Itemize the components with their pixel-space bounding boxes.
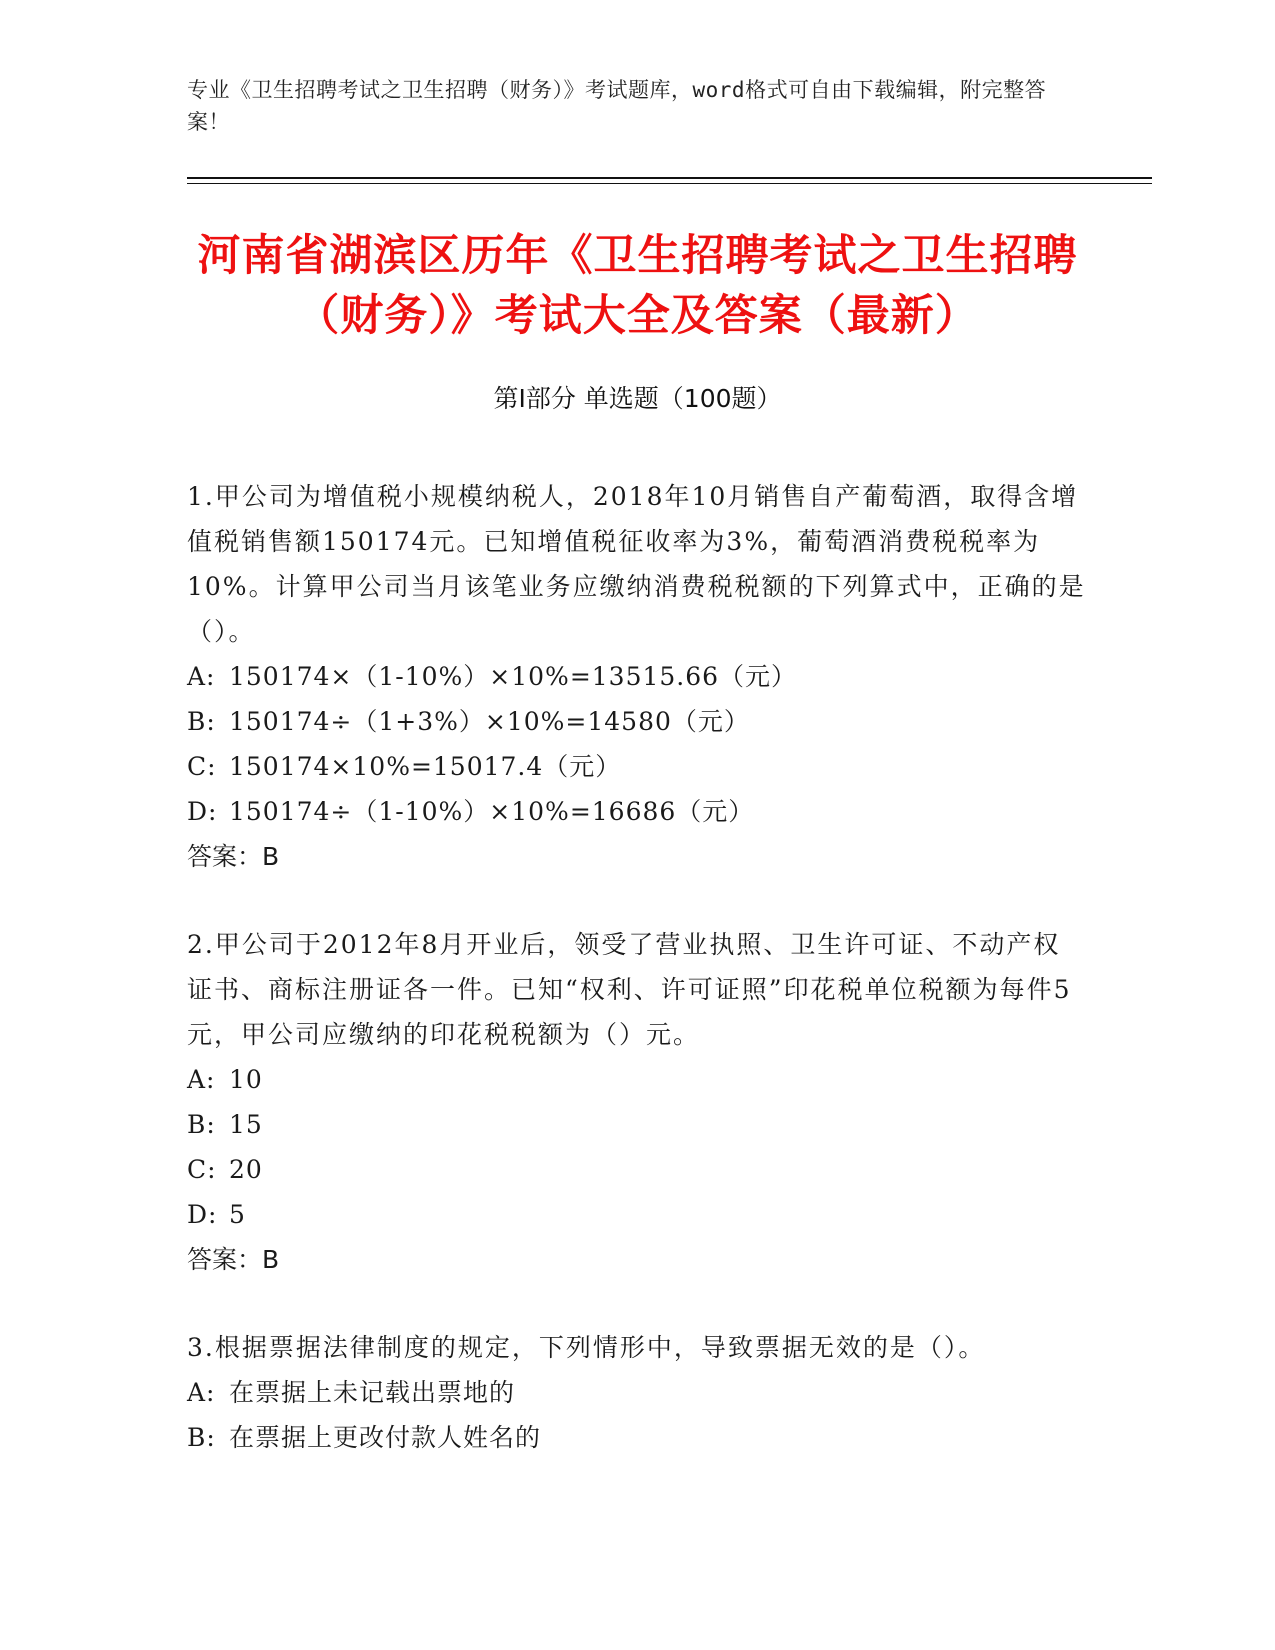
option-text: 5 bbox=[229, 1200, 246, 1229]
option-c bbox=[187, 744, 1087, 789]
question-block bbox=[187, 474, 1087, 879]
option-d bbox=[187, 789, 1087, 834]
option-key: B: bbox=[187, 1110, 216, 1139]
option-key: A: bbox=[187, 662, 216, 691]
option-a bbox=[187, 1370, 1087, 1415]
option-key: A: bbox=[187, 1065, 216, 1094]
option-a bbox=[187, 654, 1087, 699]
question-block bbox=[187, 1325, 1087, 1460]
option-key: C: bbox=[187, 752, 217, 781]
section-heading: 第Ⅰ部分 单选题（100题） bbox=[493, 384, 782, 413]
document-title: 河南省湖滨区历年《卫生招聘考试之卫生招聘（财务）》考试大全及答案（最新） bbox=[197, 231, 1078, 341]
option-key: A: bbox=[187, 1378, 216, 1407]
spacer bbox=[187, 1282, 1087, 1325]
answer-line: 答案：B bbox=[187, 1245, 280, 1274]
option-d bbox=[187, 1192, 1087, 1237]
header-note: 专业《卫生招聘考试之卫生招聘（财务）》考试题库，word格式可自由下载编辑，附完整答案！ bbox=[187, 78, 1047, 134]
option-text: 150174×10%=15017.4（元） bbox=[229, 752, 622, 781]
option-key: D: bbox=[187, 1200, 218, 1229]
question-stem: 3.根据票据法律制度的规定，下列情形中，导致票据无效的是（）。 bbox=[187, 1333, 986, 1362]
option-text: 150174×（1-10%）×10%=13515.66（元） bbox=[229, 662, 798, 691]
option-key: B: bbox=[187, 1423, 216, 1452]
option-key: D: bbox=[187, 797, 218, 826]
option-b bbox=[187, 1102, 1087, 1147]
question-block bbox=[187, 922, 1087, 1282]
option-b bbox=[187, 699, 1087, 744]
option-c bbox=[187, 1147, 1087, 1192]
answer-line: 答案：B bbox=[187, 842, 280, 871]
option-text: 15 bbox=[229, 1110, 263, 1139]
option-b bbox=[187, 1415, 1087, 1460]
option-text: 150174÷（1+3%）×10%=14580（元） bbox=[229, 707, 750, 736]
option-text: 10 bbox=[229, 1065, 263, 1094]
question-list bbox=[187, 474, 1087, 1460]
option-key: B: bbox=[187, 707, 216, 736]
spacer bbox=[187, 879, 1087, 922]
option-text: 150174÷（1-10%）×10%=16686（元） bbox=[229, 797, 755, 826]
question-stem: 2.甲公司于2012年8月开业后，领受了营业执照、卫生许可证、不动产权证书、商标注册证各一件。已知“权利、许可证照”印花税单位税额为每件5元，甲公司应缴纳的印花税税额为（）元。 bbox=[187, 930, 1072, 1049]
question-stem: 1.甲公司为增值税小规模纳税人，2018年10月销售自产葡萄酒，取得含增值税销售额150174元。已知增值税征收率为3%，葡萄酒消费税税率为10%。计算甲公司当月该笔业务应缴纳消费税税额的下列算式中，正确的是（）。 bbox=[187, 482, 1086, 646]
option-a bbox=[187, 1057, 1087, 1102]
option-key: C: bbox=[187, 1155, 217, 1184]
header-divider-thick bbox=[187, 177, 1152, 179]
header-divider-thin bbox=[187, 183, 1152, 184]
option-text: 20 bbox=[229, 1155, 263, 1184]
option-text: 在票据上更改付款人姓名的 bbox=[229, 1423, 542, 1452]
option-text: 在票据上未记载出票地的 bbox=[229, 1378, 516, 1407]
